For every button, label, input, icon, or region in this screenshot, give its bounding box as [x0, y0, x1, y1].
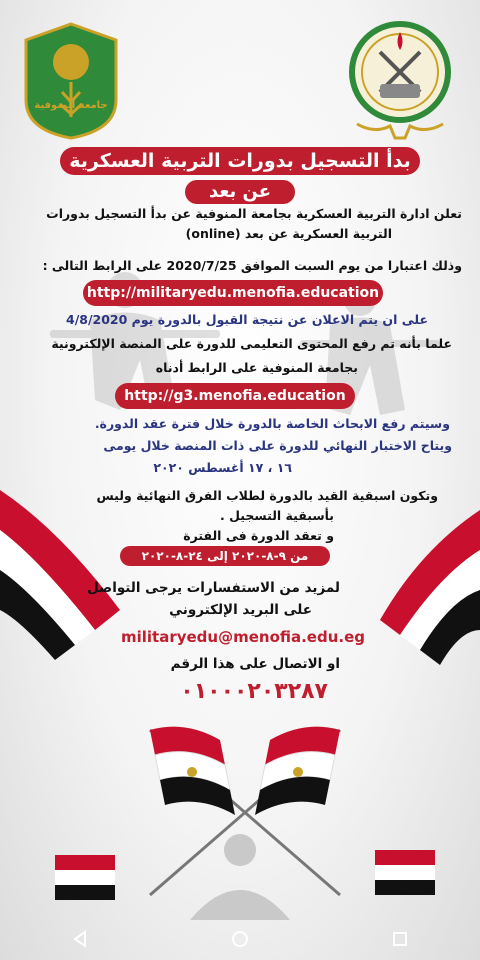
announcement-line: علما بأنه تم رفع المحتوى التعليمى للدورة على المنصة الإلكترونية [51, 336, 452, 351]
home-button[interactable] [210, 924, 270, 954]
course-period: من ٩-٨-٢٠٢٠ إلى ٢٤-٨-٢٠٢٠ [120, 546, 330, 566]
announcement-line: وذلك اعتبارا من يوم السبت الموافق 2020/7/25 على الرابط التالى : [42, 258, 462, 273]
small-flag-icon [55, 855, 115, 900]
contact-email-link[interactable]: militaryedu@menofia.edu.eg [120, 628, 366, 646]
menofia-university-logo [22, 22, 120, 140]
military-education-emblem [345, 14, 455, 144]
person-silhouette-background [170, 830, 310, 920]
announcement-line: وتكون اسبقية القيد بالدورة لطلاب الفرق النهائية وليس [96, 488, 438, 503]
announcement-line: او الاتصال على هذا الرقم [170, 656, 340, 672]
announcement-line: ١٦ ، ١٧ أغسطس ٢٠٢٠ [153, 460, 292, 475]
platform-link[interactable]: http://g3.menofia.education [115, 383, 355, 409]
announcement-line: لمزيد من الاستفسارات يرجى التواصل [87, 580, 340, 596]
announcement-line: وسيتم رفع الابحاث الخاصة بالدورة خلال فترة عقد الدورة. [94, 416, 450, 431]
announcement-line: بجامعة المنوفية على الرابط أدناه [155, 360, 358, 375]
announcement-line: ويتاح الاختبار النهائي للدورة على ذات المنصة خلال يومى [103, 438, 452, 453]
announcement-line: تعلن ادارة التربية العسكرية بجامعة المنوفية عن بدأ التسجيل بدورات [46, 206, 462, 221]
square-recent-icon [391, 930, 409, 948]
recent-apps-button[interactable] [370, 924, 430, 954]
announcement-line: على البريد الإلكتروني [169, 602, 312, 618]
announcement-line: و تعقد الدورة فى الفترة [183, 528, 334, 543]
back-button[interactable] [50, 924, 110, 954]
announcement-line: التربية العسكرية عن بعد (online) [185, 226, 392, 241]
announcement-line: بأسبقية التسجيل . [220, 508, 334, 523]
contact-phone-number[interactable]: ٠١٠٠٠٢٠٣٢٨٧ [180, 679, 328, 704]
announcement-line: على ان يتم الاعلان عن نتيجة القبول بالدورة يوم 4/8/2020 [66, 312, 428, 327]
registration-link[interactable]: http://militaryedu.menofia.education [83, 280, 383, 306]
system-navigation-bar [0, 918, 480, 960]
small-flag-icon [375, 850, 435, 895]
circle-home-icon [231, 930, 249, 948]
page-subtitle: عن بعد [185, 180, 295, 204]
left-logo-text: جامعة المنوفية [34, 100, 108, 111]
page-title: بدأ التسجيل بدورات التربية العسكرية [60, 147, 420, 175]
triangle-back-icon [71, 930, 89, 948]
